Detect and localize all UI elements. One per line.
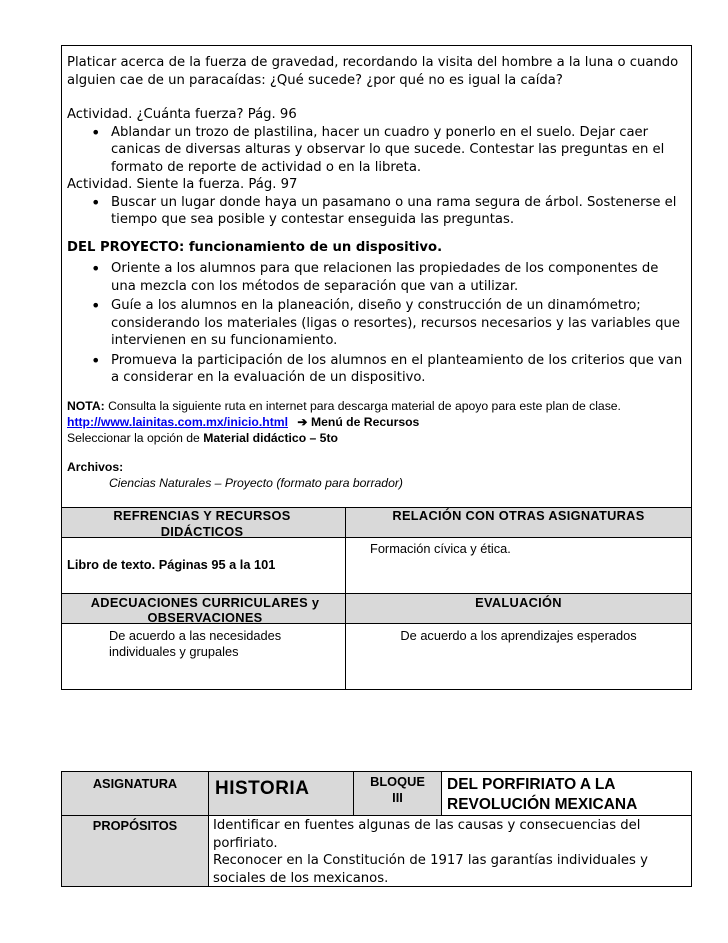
propositos-text-2: Reconocer en la Constitución de 1917 las garantías individuales y sociales de los mexicanos.	[213, 853, 648, 886]
proyecto-bullet-1: • Oriente a los alumnos para que relacionen las propiedades de los componentes de una mezcla con los métodos de separación que van a utilizar.	[67, 260, 687, 295]
bloque-label: BLOQUE	[370, 774, 425, 789]
header-adecuaciones-text: ADECUACIONES CURRICULARES y OBSERVACIONES	[90, 595, 320, 625]
header-relacion-text: RELACIÓN CON OTRAS ASIGNATURAS	[392, 508, 645, 523]
proyecto-list	[67, 260, 687, 387]
proyecto-bullet-2: • Guíe a los alumnos en la planeación, diseño y construcción de un dinamómetro; considerando los materiales (ligas o resortes), recursos necesarios y las variables que intervienen en su funcionamiento.	[67, 297, 687, 350]
select-text: Seleccionar la opción de	[67, 430, 204, 445]
lainitas-link[interactable]: http://www.lainitas.com.mx/inicio.html	[67, 414, 288, 429]
menu-recursos: Menú de Recursos	[307, 414, 420, 429]
proyecto-title: DEL PROYECTO: funcionamiento de un dispositivo.	[67, 239, 443, 255]
actividad-2-bullet: • Buscar un lugar donde haya un pasamano o una rama segura de árbol. Sostenerse el tiempo que sea posible y contestar enseguida las preguntas.	[67, 194, 687, 229]
propositos-label: PROPÓSITOS	[92, 818, 178, 833]
evaluacion-text: De acuerdo a los aprendizajes esperados	[400, 628, 637, 643]
recursos-text: Libro de texto. Páginas 95 a la 101	[67, 557, 276, 572]
nota-link-line	[67, 414, 687, 430]
actividad-2-list	[67, 194, 687, 229]
historia-table	[61, 771, 692, 887]
archivos-label: Archivos:	[67, 459, 124, 474]
actividad-2-title: Actividad. Siente la fuerza. Pág. 97	[67, 177, 298, 192]
lesson-plan-table	[61, 45, 692, 690]
select-line	[67, 430, 687, 446]
asignatura-label: ASIGNATURA	[92, 776, 178, 791]
bloque-title: DEL PORFIRIATO A LA REVOLUCIÓN MEXICANA	[447, 776, 638, 813]
column-divider	[441, 772, 442, 815]
content-cell	[67, 54, 687, 491]
nota-line	[67, 398, 687, 414]
bloque-number: III	[392, 790, 403, 805]
intro-line-2: alguien cae de un paracaídas: ¿Qué sucede? ¿por qué no es igual la caída?	[67, 72, 563, 88]
archivos-item: Ciencias Naturales – Proyecto (formato para borrador)	[109, 475, 403, 490]
actividad-1-title: Actividad. ¿Cuánta fuerza? Pág. 96	[67, 107, 297, 122]
actividad-1-list	[67, 124, 687, 177]
propositos-text-1: Identificar en fuentes algunas de las causas y consecuencias del porfiriato.	[213, 818, 641, 851]
nota-label: NOTA:	[67, 398, 105, 413]
asignatura-value: HISTORIA	[215, 778, 310, 799]
relacion-text: Formación cívica y ética.	[370, 541, 511, 556]
header-recursos-text: REFRENCIAS Y RECURSOS DIDÁCTICOS	[113, 508, 291, 539]
actividad-1-bullet: • Ablandar un trozo de plastilina, hacer un cuadro y ponerlo en el suelo. Dejar caer canicas de diversas alturas y observar lo que sucede. Contestar las preguntas en el formato de reporte de actividad o en la libreta.	[67, 124, 687, 177]
nota-text: Consulta la siguiente ruta en internet para descarga material de apoyo para este plan de clase.	[104, 398, 621, 413]
proyecto-bullet-3: • Promueva la participación de los alumnos en el planteamiento de los criterios que van a considerar en la evaluación de un dispositivo.	[67, 352, 687, 387]
adecuaciones-text: De acuerdo a las necesidades individuales y grupales	[109, 628, 282, 659]
header-evaluacion-text: EVALUACIÓN	[475, 595, 562, 610]
arrow-icon: ➔	[297, 414, 308, 429]
select-option: Material didáctico – 5to	[203, 430, 338, 445]
intro-line-1: Platicar acerca de la fuerza de gravedad, recordando la visita del hombre a la luna o cuando	[67, 55, 679, 70]
